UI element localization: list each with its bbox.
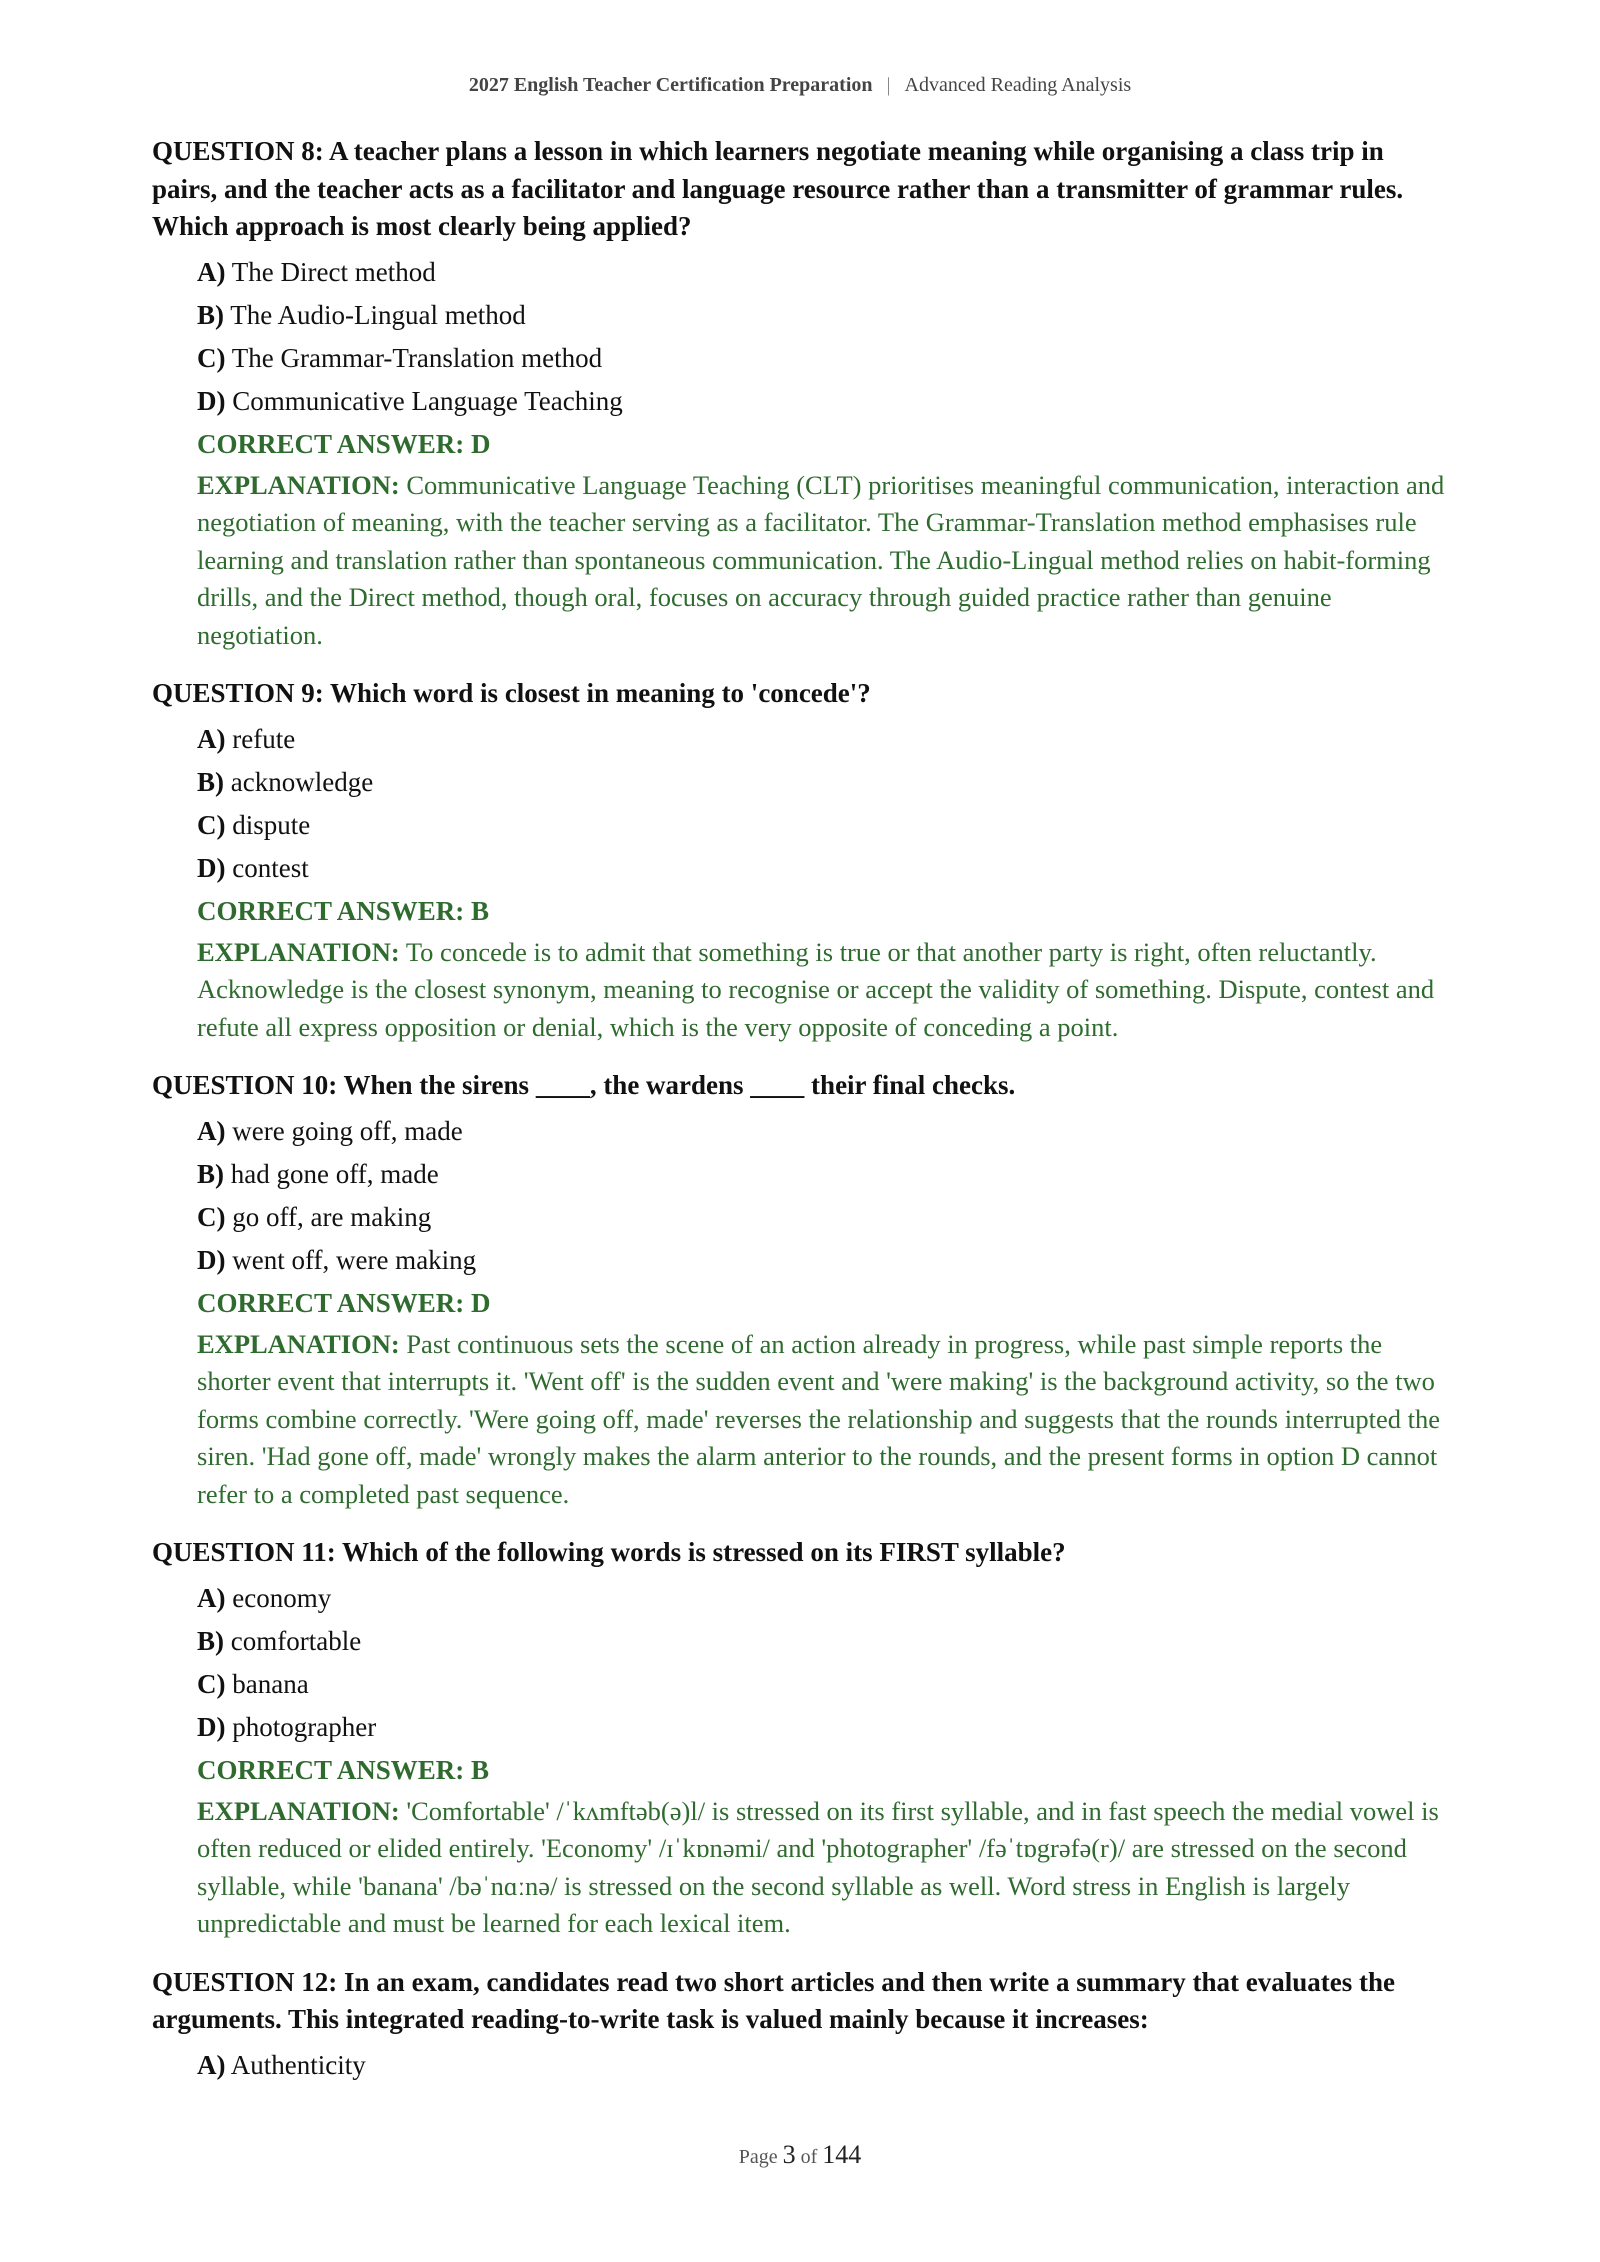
explanation [197, 1793, 1452, 1943]
question-text: QUESTION 11: Which of the following words is stressed on its FIRST syllable? [152, 1537, 1066, 1567]
explanation-text: Communicative Language Teaching (CLT) prioritises meaningful communication, interaction and negotiation of meaning, with the teacher serving as a facilitator. The Grammar-Translation method emphasises rule learning and translation rather than spontaneous communication. The Audio-Lingual method relies on habit-forming drills, and the Direct method, though oral, focuses on accuracy through guided practice rather than genuine negotiation. [197, 469, 1445, 650]
option-text: The Grammar-Translation method [231, 342, 603, 373]
header-separator: | [886, 74, 891, 96]
question-11 [152, 1534, 1452, 1943]
page-footer [0, 2140, 1600, 2170]
question-text: QUESTION 9: Which word is closest in meaning to 'concede'? [152, 678, 871, 708]
option-d [197, 1706, 1452, 1749]
option-letter: D) [197, 1244, 226, 1275]
option-a [197, 718, 1452, 761]
option-b [197, 294, 1452, 337]
question-text: QUESTION 10: When the sirens ____, the wardens ____ their final checks. [152, 1070, 1016, 1100]
question-9 [152, 675, 1452, 1046]
page-header [0, 74, 1600, 97]
option-list [197, 718, 1452, 890]
explanation-label: EXPLANATION: [197, 469, 400, 500]
option-letter: A) [197, 1115, 226, 1146]
correct-answer: CORRECT ANSWER: B [197, 1754, 490, 1785]
option-a [197, 1110, 1452, 1153]
explanation [197, 467, 1452, 655]
option-text: Communicative Language Teaching [232, 385, 623, 416]
explanation-text: To concede is to admit that something is true or that another party is right, often reluctantly. Acknowledge is the closest synonym, meaning to recognise or accept the validity of something. Dispute, contest and refute all express opposition or denial, which is the very opposite of conceding a point. [197, 936, 1435, 1042]
option-text: acknowledge [230, 766, 374, 797]
option-letter: A) [197, 1582, 226, 1613]
question-12 [152, 1964, 1452, 2087]
option-list [197, 1110, 1452, 1282]
option-c [197, 1196, 1452, 1239]
option-letter: A) [197, 723, 226, 754]
option-letter: A) [197, 256, 226, 287]
correct-answer: CORRECT ANSWER: D [197, 1287, 491, 1318]
option-letter: D) [197, 1711, 226, 1742]
option-text: The Audio-Lingual method [230, 299, 526, 330]
explanation-label: EXPLANATION: [197, 1328, 400, 1359]
option-letter: D) [197, 852, 226, 883]
option-letter: C) [197, 342, 226, 373]
option-b [197, 1620, 1452, 1663]
correct-answer: CORRECT ANSWER: B [197, 895, 490, 926]
explanation-text: 'Comfortable' /ˈkʌmftəb(ə)l/ is stressed on its first syllable, and in fast speech the medial vowel is often reduced or elided entirely. 'Economy' /ɪˈkɒnəmi/ and 'photographer' /fəˈtɒgrəfə(r)/ are stressed on the second syllable, while 'banana' /bəˈnɑːnə/ is stressed on the second syllable as well. Word stress in English is largely unpredictable and must be learned for each lexical item. [197, 1795, 1439, 1938]
option-text: had gone off, made [230, 1158, 439, 1189]
explanation-label: EXPLANATION: [197, 936, 400, 967]
page-total: 144 [822, 2140, 862, 2169]
option-d [197, 847, 1452, 890]
option-text: photographer [232, 1711, 377, 1742]
option-letter: C) [197, 1201, 226, 1232]
header-title: 2027 English Teacher Certification Preparation [468, 74, 873, 96]
option-text: went off, were making [232, 1244, 477, 1275]
option-letter: C) [197, 1668, 226, 1699]
option-letter: B) [197, 1625, 224, 1656]
option-letter: A) [197, 2049, 226, 2080]
option-letter: B) [197, 1158, 224, 1189]
option-text: economy [232, 1582, 332, 1613]
option-a [197, 251, 1452, 294]
option-b [197, 1153, 1452, 1196]
explanation-text: Past continuous sets the scene of an action already in progress, while past simple reports the shorter event that interrupts it. 'Went off' is the sudden event and 'were making' is the background activity, so the two forms combine correctly. 'Were going off, made' reverses the relationship and suggests that the rounds interrupted the siren. 'Had gone off, made' wrongly makes the alarm anterior to the rounds, and the present forms in option D cannot refer to a completed past sequence. [197, 1328, 1440, 1509]
option-letter: D) [197, 385, 226, 416]
option-c [197, 1663, 1452, 1706]
option-letter: B) [197, 299, 224, 330]
question-text: QUESTION 8: A teacher plans a lesson in which learners negotiate meaning while organising a class trip in pairs, and the teacher acts as a facilitator and language resource rather than a transmitter of grammar rules. Which approach is most clearly being applied? [152, 136, 1404, 241]
option-text: banana [232, 1668, 309, 1699]
option-b [197, 761, 1452, 804]
option-text: comfortable [230, 1625, 362, 1656]
option-text: were going off, made [232, 1115, 463, 1146]
question-8 [152, 133, 1452, 654]
option-text: contest [232, 852, 309, 883]
option-text: Authenticity [230, 2049, 366, 2080]
explanation [197, 1326, 1452, 1514]
option-text: refute [232, 723, 296, 754]
option-list [197, 1577, 1452, 1749]
option-a [197, 2044, 1452, 2087]
option-d [197, 380, 1452, 423]
option-letter: C) [197, 809, 226, 840]
header-subtitle: Advanced Reading Analysis [904, 74, 1132, 96]
page-number: 3 [782, 2140, 796, 2169]
option-text: The Direct method [231, 256, 436, 287]
question-text: QUESTION 12: In an exam, candidates read two short articles and then write a summary that evaluates the arguments. This integrated reading-to-write task is valued mainly because it increases: [152, 1966, 1395, 2034]
option-list [197, 251, 1452, 423]
page-of-label: of [800, 2146, 818, 2168]
option-text: go off, are making [232, 1201, 432, 1232]
option-c [197, 804, 1452, 847]
option-a [197, 1577, 1452, 1620]
page-label: Page [738, 2146, 778, 2168]
question-list [152, 133, 1452, 2108]
question-10 [152, 1067, 1452, 1513]
explanation [197, 934, 1452, 1047]
option-list [197, 2044, 1452, 2087]
option-letter: B) [197, 766, 224, 797]
option-c [197, 337, 1452, 380]
correct-answer: CORRECT ANSWER: D [197, 428, 491, 459]
explanation-label: EXPLANATION: [197, 1795, 400, 1826]
option-d [197, 1239, 1452, 1282]
option-text: dispute [232, 809, 311, 840]
